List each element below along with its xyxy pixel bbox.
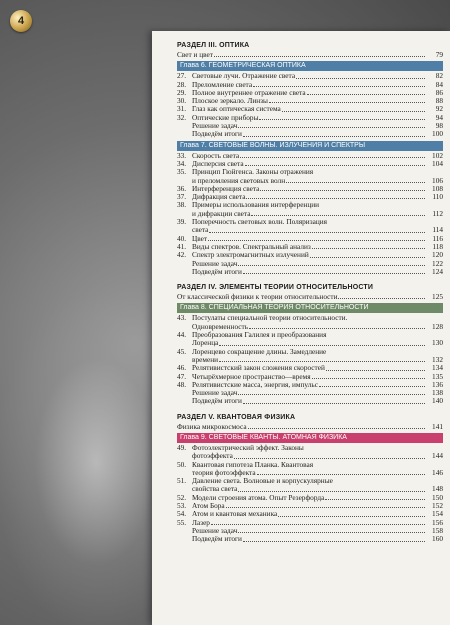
- entry-title-text: Виды спектров. Спектральный анализ: [192, 241, 311, 251]
- entry-number: 33.: [177, 150, 187, 160]
- entry-number: 31.: [177, 104, 187, 114]
- dot-leader: [238, 127, 425, 128]
- toc-entry-multiline[interactable]: [177, 348, 443, 365]
- section-gap: [177, 406, 443, 412]
- entry-number: 53.: [177, 501, 187, 511]
- dot-leader: [209, 232, 425, 233]
- toc-entry-multiline[interactable]: [177, 314, 443, 331]
- entry-page: 138: [432, 388, 443, 398]
- entry-title-text: времени: [192, 354, 218, 364]
- entry-title-text: Свет и цвет: [177, 50, 213, 59]
- entry-title: [177, 293, 426, 301]
- toc-entry-multiline[interactable]: [177, 444, 443, 461]
- entry-number: 48.: [177, 379, 187, 389]
- entry-title: [192, 348, 443, 356]
- entry-title-text: Интерференция света: [192, 183, 260, 193]
- entry-title-text: Полное внутреннее отражение света: [192, 87, 306, 97]
- entry-page: 125: [432, 292, 443, 302]
- dot-leader: [238, 532, 425, 533]
- entry-title: [177, 423, 426, 431]
- entry-number: 41.: [177, 241, 187, 251]
- toc-entry-multiline[interactable]: [177, 168, 443, 185]
- intro-entry[interactable]: [177, 293, 443, 301]
- entry-title-text: Решение задач: [192, 258, 238, 268]
- entry-title-text: Оптические приборы: [192, 112, 259, 122]
- entry-title: [192, 535, 426, 543]
- entry-title: [192, 218, 443, 226]
- entry-page: 82: [435, 71, 443, 81]
- entry-number: 29.: [177, 87, 187, 97]
- entry-title-text: Плоское зеркало. Линзы: [192, 96, 268, 106]
- entry-title-text: Спектр электромагнитных излучений: [192, 250, 309, 260]
- entry-page: 84: [435, 79, 443, 89]
- entry-title: [192, 494, 426, 502]
- entry-title-text: Лоренца: [192, 338, 219, 348]
- entry-page: 160: [432, 534, 443, 544]
- entry-title-text: Одновременность: [192, 321, 249, 331]
- entry-number: 44.: [177, 330, 187, 340]
- entry-title-text: Преломление света: [192, 79, 253, 89]
- entry-number: 35.: [177, 167, 187, 177]
- toc-entry[interactable]: [177, 510, 443, 518]
- dot-leader: [325, 499, 425, 500]
- entry-title-text: Физика микрокосмоса: [177, 421, 247, 431]
- dot-leader: [243, 541, 425, 542]
- entry-title-text: Лоренцево сокращение длины. Замедление: [192, 346, 327, 356]
- dot-leader: [249, 328, 425, 329]
- entry-title: [192, 331, 443, 339]
- entry-page: 124: [432, 266, 443, 276]
- entry-page: 114: [432, 225, 443, 235]
- toc-entry-multiline[interactable]: [177, 331, 443, 348]
- entry-page: 118: [432, 241, 443, 251]
- entry-page: 146: [432, 467, 443, 477]
- entry-number: 49.: [177, 442, 187, 452]
- entry-page: 152: [432, 501, 443, 511]
- entry-title-text: Фотоэлектрический эффект. Законы: [192, 442, 304, 452]
- entry-number: 37.: [177, 192, 187, 202]
- entry-number: 52.: [177, 492, 187, 502]
- chapter-banner: Глава 9. СВЕТОВЫЕ КВАНТЫ. АТОМНАЯ ФИЗИКА: [177, 433, 443, 443]
- entry-title-text: Решение задач: [192, 525, 238, 535]
- entry-title-text: Постулаты специальной теории относительности.: [192, 313, 348, 323]
- entry-title-text: свойства света: [192, 484, 238, 494]
- entry-title-text: Световые лучи. Отражение света: [192, 71, 296, 81]
- chapter-banner: Глава 8. СПЕЦИАЛЬНАЯ ТЕОРИЯ ОТНОСИТЕЛЬНОСТИ: [177, 303, 443, 313]
- entry-title: [192, 397, 426, 405]
- toc-entry[interactable]: [177, 535, 443, 543]
- entry-title-text: Дифракция света: [192, 192, 246, 202]
- entry-page: 158: [432, 525, 443, 535]
- dot-leader: [208, 240, 425, 241]
- dot-leader: [219, 345, 425, 346]
- entry-title-text: Подведём итоги: [192, 534, 242, 544]
- entry-number: 51.: [177, 476, 187, 486]
- entry-number: 34.: [177, 158, 187, 168]
- entry-page: 116: [432, 233, 443, 243]
- dot-leader: [243, 403, 425, 404]
- entry-page: 150: [432, 492, 443, 502]
- entry-page: 102: [432, 150, 443, 160]
- entry-number: 32.: [177, 112, 187, 122]
- entry-title-text: Релятивистский закон сложения скоростей: [192, 363, 325, 373]
- entry-number: 38.: [177, 200, 187, 210]
- entry-title-text: Давление света. Волновые и корпускулярные: [192, 476, 333, 486]
- entry-title-text: От классической физики к теории относительности: [177, 292, 338, 302]
- background-light: [0, 300, 160, 625]
- section-heading: РАЗДЕЛ IV. ЭЛЕМЕНТЫ ТЕОРИИ ОТНОСИТЕЛЬНОСТИ: [177, 284, 374, 292]
- entry-number: 39.: [177, 217, 187, 227]
- dot-leader: [238, 265, 425, 266]
- entry-number: 42.: [177, 250, 187, 260]
- dot-leader: [226, 507, 425, 508]
- entry-number: 40.: [177, 233, 187, 243]
- entry-page: 128: [432, 321, 443, 331]
- dot-leader: [234, 458, 425, 459]
- entry-page: 88: [435, 96, 443, 106]
- entry-title-text: Атом и квантовая механика: [192, 509, 278, 519]
- entry-number: 28.: [177, 79, 187, 89]
- dot-leader: [248, 428, 425, 429]
- entry-title-text: Скорость света: [192, 150, 240, 160]
- dot-leader: [246, 198, 425, 199]
- entry-page: 98: [435, 121, 443, 131]
- entry-page: 135: [432, 371, 443, 381]
- entry-title-text: Лазер: [192, 517, 210, 527]
- entry-page: 154: [432, 509, 443, 519]
- dot-leader: [238, 394, 425, 395]
- entry-title-text: Поперечность световых волн. Поляризация: [192, 217, 327, 227]
- toc-entry[interactable]: [177, 130, 443, 138]
- dot-leader: [260, 190, 425, 191]
- dot-leader: [312, 248, 425, 249]
- entry-number: 54.: [177, 509, 187, 519]
- dot-leader: [282, 111, 425, 112]
- entry-page: 148: [432, 484, 443, 494]
- dot-leader: [219, 361, 425, 362]
- entry-title-text: теория фотоэффекта: [192, 467, 256, 477]
- intro-entry[interactable]: [177, 423, 443, 431]
- dot-leader: [243, 273, 425, 274]
- entry-page: 92: [435, 104, 443, 114]
- entry-number: 45.: [177, 346, 187, 356]
- entry-title-text: и преломления световых волн: [192, 175, 286, 185]
- entry-page: 106: [432, 175, 443, 185]
- entry-number: 46.: [177, 363, 187, 373]
- entry-title-text: Глаз как оптическая система: [192, 104, 281, 114]
- entry-title-text: Подведём итоги: [192, 129, 242, 139]
- entry-title-text: Подведём итоги: [192, 396, 242, 406]
- entry-page: 141: [432, 421, 443, 431]
- dot-leader: [251, 215, 425, 216]
- entry-title-text: Релятивистские масса, энергия, импульс: [192, 379, 318, 389]
- dot-leader: [278, 516, 425, 517]
- entry-number: 30.: [177, 96, 187, 106]
- dot-leader: [245, 165, 425, 166]
- dot-leader: [243, 136, 425, 137]
- entry-page: 144: [432, 451, 443, 461]
- entry-page: 94: [435, 112, 443, 122]
- entry-title-text: Решение задач: [192, 388, 238, 398]
- toc-entry[interactable]: [177, 397, 443, 405]
- dot-leader: [240, 157, 425, 158]
- toc-entry-multiline[interactable]: [177, 461, 443, 478]
- toc-entry-multiline[interactable]: [177, 201, 443, 218]
- entry-number: 43.: [177, 313, 187, 323]
- entry-title: [177, 51, 426, 59]
- entry-title: [192, 268, 426, 276]
- dot-leader: [253, 86, 425, 87]
- section-heading: РАЗДЕЛ III. ОПТИКА: [177, 42, 250, 49]
- entry-number: 47.: [177, 371, 187, 381]
- section-gap: [177, 276, 443, 282]
- dot-leader: [238, 491, 425, 492]
- entry-page: 112: [432, 208, 443, 218]
- dot-leader: [326, 370, 425, 371]
- entry-title-text: Преобразования Галилея и преобразования: [192, 330, 327, 340]
- entry-page: 134: [432, 363, 443, 373]
- entry-title-text: Четырёхмерное пространство—время: [192, 371, 311, 381]
- toc-entry-last-line[interactable]: [177, 226, 443, 234]
- entry-title: [192, 226, 426, 234]
- entry-title-text: и дифракции света: [192, 208, 251, 218]
- dot-leader: [312, 378, 425, 379]
- entry-title-text: Подведём итоги: [192, 266, 242, 276]
- entry-title-text: Квантовая гипотеза Планка. Квантовая: [192, 459, 314, 469]
- entry-number: 27.: [177, 71, 187, 81]
- entry-number: 50.: [177, 459, 187, 469]
- dot-leader: [286, 182, 425, 183]
- dot-leader: [338, 298, 425, 299]
- entry-title-text: Атом Бора: [192, 501, 225, 511]
- entry-page: 122: [432, 258, 443, 268]
- dot-leader: [259, 119, 425, 120]
- entry-title: [192, 130, 426, 138]
- entry-page: 120: [432, 250, 443, 260]
- entry-title-text: Дисперсия света: [192, 158, 244, 168]
- dot-leader: [310, 257, 425, 258]
- toc-sheet: [152, 31, 450, 625]
- entry-page: 130: [432, 338, 443, 348]
- page-number-badge: 4: [10, 10, 32, 32]
- entry-page: 132: [432, 354, 443, 364]
- dot-leader: [257, 474, 425, 475]
- entry-title-text: Примеры использования интерференции: [192, 200, 320, 210]
- entry-title-text: фотоэффекта: [192, 451, 233, 461]
- chapter-banner: Глава 7. СВЕТОВЫЕ ВОЛНЫ. ИЗЛУЧЕНИЯ И СПЕКТРЫ: [177, 141, 443, 151]
- entry-title: [192, 510, 426, 518]
- toc-entry-first-line: [177, 218, 443, 226]
- dot-leader: [214, 56, 425, 57]
- toc-entry-multiline[interactable]: [177, 218, 443, 235]
- dot-leader: [307, 94, 425, 95]
- entry-title-text: Принцип Гюйгенса. Законы отражения: [192, 167, 314, 177]
- entry-page: 156: [432, 517, 443, 527]
- dot-leader: [319, 386, 425, 387]
- entry-page: 140: [432, 396, 443, 406]
- entry-title-text: Решение задач: [192, 121, 238, 131]
- dot-leader: [296, 78, 425, 79]
- entry-number: 36.: [177, 183, 187, 193]
- toc-entry-multiline[interactable]: [177, 477, 443, 494]
- dot-leader: [269, 102, 425, 103]
- entry-page: 104: [432, 158, 443, 168]
- dot-leader: [211, 524, 425, 525]
- toc-entry[interactable]: [177, 268, 443, 276]
- entry-title-text: Цвет: [192, 233, 208, 243]
- intro-entry[interactable]: [177, 51, 443, 59]
- section-heading: РАЗДЕЛ V. КВАНТОВАЯ ФИЗИКА: [177, 413, 296, 421]
- chapter-banner: Глава 6. ГЕОМЕТРИЧЕСКАЯ ОПТИКА: [177, 61, 443, 71]
- table-of-contents: [177, 40, 443, 544]
- entry-number: 55.: [177, 517, 187, 527]
- entry-title-text: Модели строения атома. Опыт Резерфорда: [192, 492, 325, 502]
- entry-page: 136: [432, 379, 443, 389]
- entry-title-text: света: [192, 225, 209, 235]
- entry-page: 86: [435, 87, 443, 97]
- entry-page: 108: [432, 183, 443, 193]
- entry-page: 79: [435, 50, 443, 59]
- entry-page: 100: [432, 129, 443, 139]
- entry-page: 110: [432, 192, 443, 202]
